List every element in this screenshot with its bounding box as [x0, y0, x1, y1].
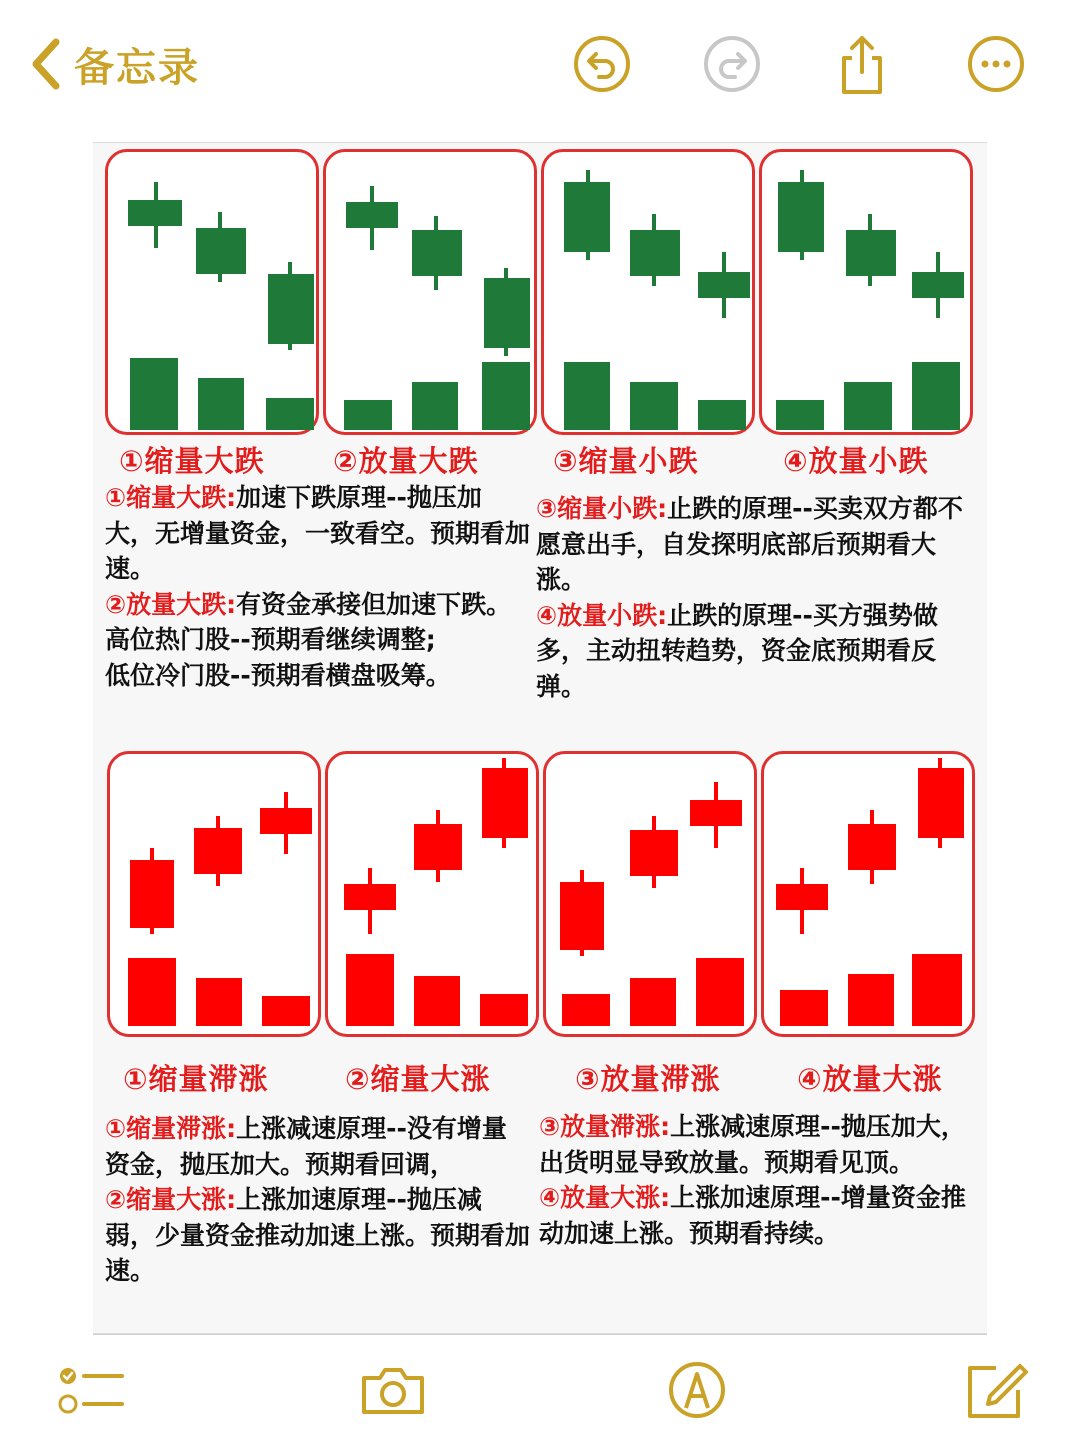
candle [412, 216, 462, 290]
candle [346, 186, 398, 250]
candle [690, 782, 742, 848]
back-label: 备忘录 [74, 44, 200, 91]
undo-button[interactable] [572, 34, 632, 94]
volume-bar [344, 400, 392, 430]
chart-panel-shrink-stall-rise [107, 751, 321, 1037]
candle [484, 268, 530, 356]
candle [848, 810, 896, 884]
volume-bar [698, 400, 746, 430]
volume-bar [630, 382, 678, 430]
volume-bar [198, 378, 244, 430]
volume-bar [196, 978, 242, 1026]
chart-panel-expand-stall-rise [543, 751, 757, 1037]
candle [630, 816, 678, 888]
chart-panel-expand-big-rise [761, 751, 975, 1037]
candle [128, 182, 182, 248]
chart-panel-shrink-big-rise [325, 751, 539, 1037]
markup-pen-icon [662, 1360, 732, 1420]
pattern-text: 上涨减速原理--抛压加大，出货明显导致放量。预期看见顶。 [539, 1112, 966, 1177]
description-block [539, 1109, 973, 1251]
pattern-label: ③缩量小跌: [536, 494, 668, 523]
pattern-label: ②缩量大涨: [105, 1185, 237, 1214]
candle [194, 816, 242, 886]
pattern-text: 加速下跌原理--抛压加大，无增量资金，一致看空。预期看加速。 [105, 483, 531, 583]
candle [260, 792, 312, 854]
volume-bar [414, 976, 460, 1026]
volume-bar [630, 978, 676, 1026]
chart-panel-shrink-big-drop [105, 149, 319, 435]
note-image [93, 142, 987, 1334]
candle [564, 170, 610, 260]
pattern-title: ②放量大跌 [333, 444, 479, 478]
divider [93, 1334, 987, 1335]
redo-icon [702, 34, 762, 94]
pattern-text: 止跌的原理--买卖双方都不愿意出手，自发探明底部后预期看大涨。 [536, 494, 963, 594]
candle [912, 252, 964, 318]
candle [846, 214, 896, 286]
undo-icon [572, 34, 632, 94]
pattern-label: ②放量大跌: [105, 589, 237, 619]
candle [778, 170, 824, 260]
candle [630, 214, 680, 286]
pattern-label: ④放量大涨: [539, 1183, 671, 1212]
candle [560, 870, 604, 956]
volume-bar [776, 400, 824, 430]
camera-icon [358, 1360, 428, 1420]
more-icon [966, 34, 1026, 94]
chevron-left-icon [28, 36, 64, 92]
volume-bar [844, 382, 892, 430]
pattern-label: ①缩量大跌: [105, 483, 237, 512]
pattern-title: ④放量大涨 [797, 1062, 943, 1096]
more-button[interactable] [966, 34, 1026, 94]
volume-bar [912, 362, 960, 430]
pattern-text: 有资金承接但加速下跌。 [236, 589, 512, 619]
pattern-text: 高位热门股--预期看继续调整; [105, 625, 436, 654]
chart-panel-expand-big-drop [323, 149, 537, 435]
camera-button[interactable] [358, 1360, 428, 1420]
volume-bar [848, 974, 894, 1026]
candle [482, 758, 528, 848]
checklist-icon [56, 1360, 126, 1420]
checklist-button[interactable] [56, 1360, 126, 1420]
bottom-toolbar [0, 1340, 1080, 1440]
redo-button[interactable] [702, 34, 762, 94]
volume-bar [130, 358, 178, 430]
pattern-title: ①缩量大跌 [119, 444, 265, 478]
candle [196, 212, 246, 282]
share-icon [832, 34, 892, 98]
compose-button[interactable] [960, 1360, 1030, 1420]
pattern-text: 止跌的原理--买方强势做多，主动扭转趋势，资金底预期看反弹。 [536, 600, 938, 701]
volume-bar [128, 958, 176, 1026]
volume-bar [412, 382, 458, 430]
chart-panel-shrink-small-drop [541, 149, 755, 435]
volume-bar [482, 362, 530, 430]
volume-bar [780, 990, 828, 1026]
candle [918, 758, 964, 848]
description-block [105, 480, 530, 693]
compose-icon [960, 1360, 1030, 1420]
volume-bar [346, 954, 394, 1026]
volume-bar [696, 958, 744, 1026]
candle [698, 252, 750, 318]
pattern-text: 上涨减速原理--没有增量资金，抛压加大。预期看回调， [105, 1114, 507, 1179]
volume-bar [262, 996, 310, 1026]
pattern-text: 低位冷门股--预期看横盘吸筹。 [105, 660, 451, 690]
pattern-title: ③缩量小跌 [553, 444, 699, 478]
candle [268, 262, 314, 350]
chart-panel-expand-small-drop [759, 149, 973, 435]
pattern-label: ④放量小跌: [536, 600, 668, 630]
pattern-title: ③放量滞涨 [575, 1062, 721, 1096]
volume-bar [480, 994, 528, 1026]
candle [130, 848, 174, 934]
top-toolbar [0, 0, 1080, 130]
back-button[interactable] [28, 34, 200, 94]
share-button[interactable] [832, 34, 892, 94]
pattern-text: 上涨加速原理--抛压减弱，少量资金推动加速上涨。预期看加速。 [105, 1185, 531, 1285]
pattern-label: ①缩量滞涨: [105, 1114, 237, 1143]
pattern-text: 上涨加速原理--增量资金推动加速上涨。预期看持续。 [539, 1183, 966, 1248]
candle [414, 810, 462, 882]
candle [776, 868, 828, 934]
markup-button[interactable] [662, 1360, 732, 1420]
pattern-label: ③放量滞涨: [539, 1112, 671, 1141]
volume-bar [564, 362, 610, 430]
volume-bar [266, 398, 314, 430]
description-block [536, 491, 972, 704]
volume-bar [562, 994, 610, 1026]
volume-bar [912, 954, 962, 1026]
pattern-title: ①缩量滞涨 [123, 1062, 269, 1096]
description-block [105, 1111, 530, 1289]
pattern-title: ②缩量大涨 [345, 1062, 491, 1096]
candle [344, 868, 396, 934]
pattern-title: ④放量小跌 [783, 444, 929, 478]
